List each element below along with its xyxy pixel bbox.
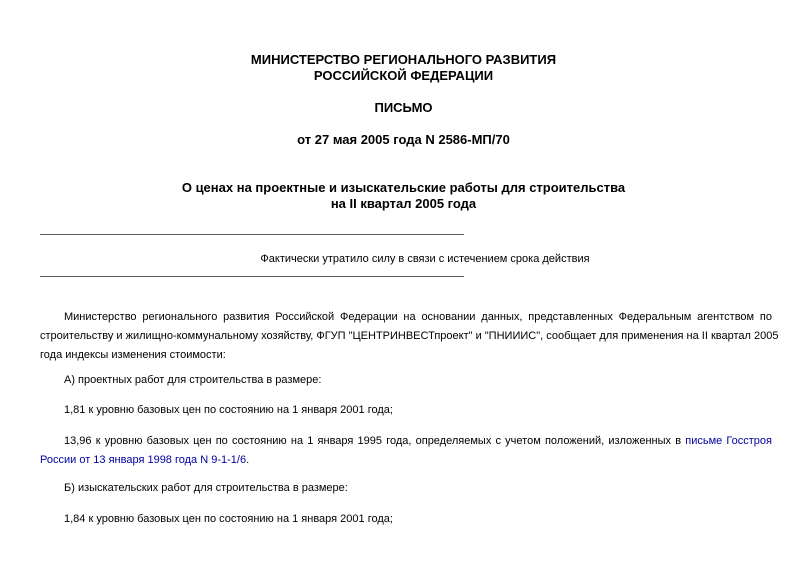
ministry-line-1: МИНИСТЕРСТВО РЕГИОНАЛЬНОГО РАЗВИТИЯ <box>250 52 557 67</box>
ministry-line-2: РОССИЙСКОЙ ФЕДЕРАЦИИ <box>313 68 494 83</box>
status-note: Фактически утратило силу в связи с истечением срока действия <box>260 253 590 265</box>
paragraph-a-index-2001: 1,81 к уровню базовых цен по состоянию на 1 января 2001 года; <box>64 404 393 416</box>
paragraph-a-index-1995-line-2 <box>40 451 772 470</box>
document-date-number: от 27 мая 2005 года N 2586-МП/70 <box>297 132 510 147</box>
divider-top <box>40 234 464 235</box>
document-subject <box>0 180 807 212</box>
gosstroy-letter-link-continued[interactable]: России от 13 января 1998 года N 9-1-1/6 <box>40 454 247 466</box>
paragraph-a-index-1995-tail: . <box>246 454 250 466</box>
paragraph-intro-line-2: строительству и жилищно-коммунальному хозяйству, ФГУП "ЦЕНТРИНВЕСТпроект" и "ПНИИИС", сообщает для применения на II квартал 2005 <box>40 330 779 342</box>
paragraph-a-index-1995-text: 13,96 к уровню базовых цен по состоянию на 1 января 1995 года, определяемых с учетом положений, изложенных в <box>64 435 686 447</box>
subject-line-2: на II квартал 2005 года <box>330 196 477 211</box>
paragraph-a: А) проектных работ для строительства в размере: <box>64 374 322 386</box>
document-type: ПИСЬМО <box>374 100 433 115</box>
paragraph-intro-line-1: Министерство регионального развития Российской Федерации на основании данных, представленных Федеральным агентством по <box>64 311 772 323</box>
paragraph-intro <box>40 308 779 365</box>
paragraph-a-index-1995 <box>40 432 772 470</box>
paragraph-b-index-2001: 1,84 к уровню базовых цен по состоянию на 1 января 2001 года; <box>64 513 393 525</box>
gosstroy-letter-link[interactable]: письме Госстроя <box>685 435 772 447</box>
subject-line-1: О ценах на проектные и изыскательские работы для строительства <box>181 180 626 195</box>
paragraph-intro-line-3: года индексы изменения стоимости: <box>40 349 226 361</box>
paragraph-a-index-1995-line-1 <box>40 432 772 451</box>
divider-bottom <box>40 276 464 277</box>
document-header <box>0 52 807 84</box>
paragraph-b: Б) изыскательских работ для строительства в размере: <box>64 482 348 494</box>
